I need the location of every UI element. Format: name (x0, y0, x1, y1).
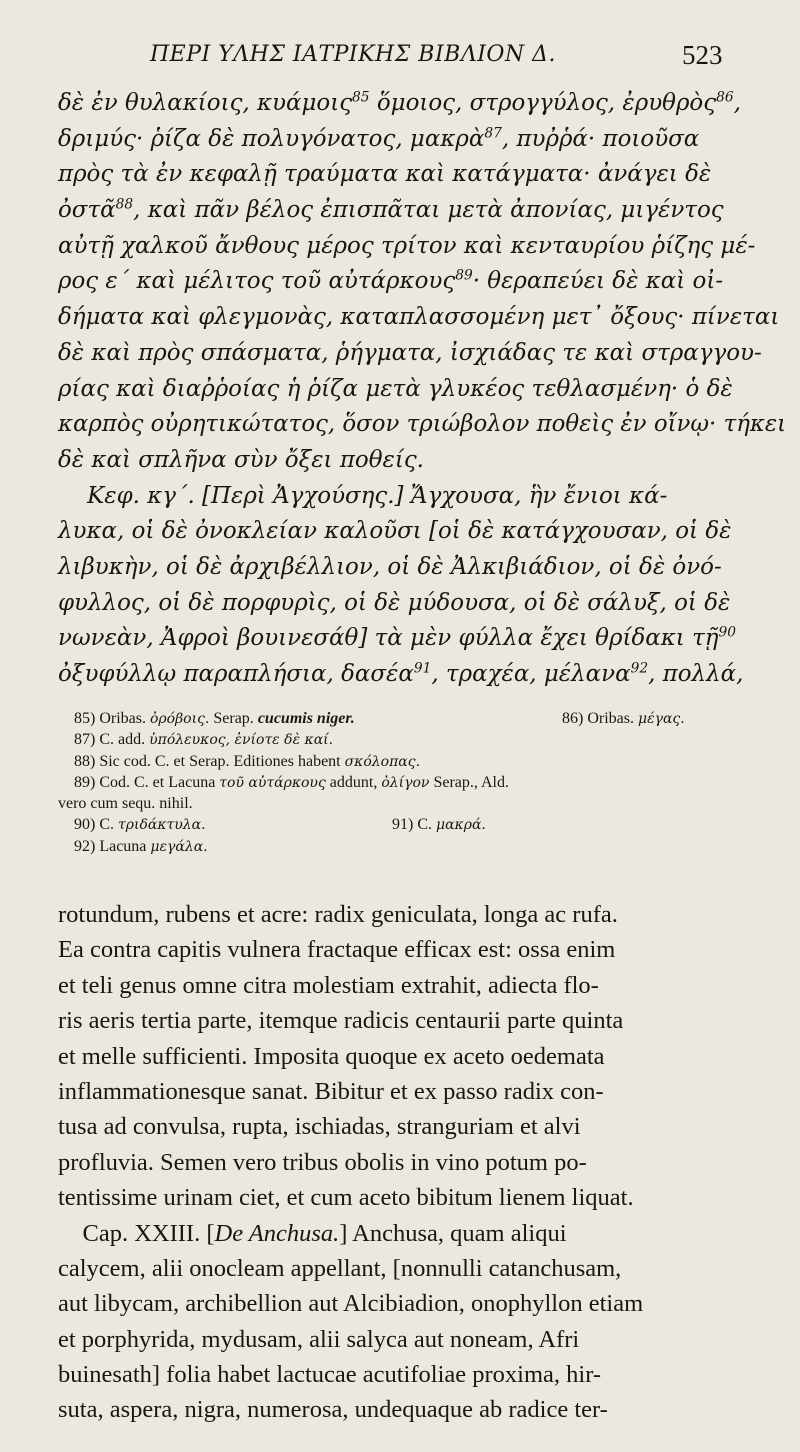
greek-text-run: δριμύς· ῥίζα δὲ πολυγόνατος, μακρὰ (58, 125, 485, 152)
footnote-line (74, 708, 784, 729)
greek-line (58, 514, 786, 550)
greek-text-run: δήματα καὶ φλεγμονὰς, καταπλασσομένη μετ᾽ ὄξους· πίνεται (58, 304, 780, 331)
footnote-marker: 92 (630, 660, 649, 677)
greek-line (58, 86, 786, 122)
greek-text-run: ρίας καὶ διαῤῥοίας ἡ ῥίζα μετὰ γλυκέος τεθλασμένη· ὁ δὲ (58, 375, 733, 402)
latin-line: rotundum, rubens et acre: radix geniculata, longa ac rufa. (58, 901, 618, 928)
footnote-line (74, 814, 784, 835)
greek-text-run: καρπὸς οὐρητικώτατος, ὅσον τριώβολον ποθεὶς ἐν οἴνῳ· τήκει (58, 411, 787, 438)
greek-text-run: ρος ε´ καὶ μέλιτος τοῦ αὐτάρκους (58, 268, 456, 295)
footnote-85: 85) Oribas. ὀρόβοις. Serap. cucumis niger. (74, 710, 355, 727)
greek-line (58, 372, 786, 408)
footnote-marker: 89 (455, 267, 473, 284)
latin-line: Ea contra capitis vulnera fractaque efficax est: ossa enim (58, 936, 616, 964)
greek-line (58, 157, 786, 193)
latin-line: tusa ad convulsa, rupta, ischiadas, stranguriam et alvi (58, 1113, 581, 1141)
running-head (0, 36, 800, 76)
greek-line (58, 657, 786, 693)
latin-line: suta, aspera, nigra, numerosa, undequaque ab radice ter- (58, 1396, 608, 1424)
footnote-89: 89) Cod. C. et Lacuna τοῦ αὐτάρκους addunt, ὀλίγον Serap., Ald. (74, 773, 509, 791)
footnote-marker: 88 (115, 196, 134, 213)
greek-line (58, 479, 786, 515)
latin-line: et porphyrida, mydusam, alii salyca aut noneam, Afri (58, 1325, 580, 1353)
greek-line (58, 300, 786, 336)
greek-text-run: , καὶ πᾶν βέλος ἐπισπᾶται μετὰ ἀπονίας, μιγέντος (133, 197, 724, 224)
page-number: 523 (682, 40, 723, 70)
latin-line: ris aeris tertia parte, itemque radicis centaurii parte quinta (58, 1007, 624, 1035)
greek-text-run: , πολλά, (648, 661, 744, 687)
greek-text-run: · θεραπεύει δὲ καὶ οἰ- (472, 268, 724, 295)
footnote-marker: 91 (413, 660, 432, 677)
greek-text-run: ὀστᾶ (58, 197, 116, 224)
footnote-91: 91) C. μακρά. (392, 816, 486, 834)
greek-line (58, 122, 786, 158)
latin-line: aut libycam, archibellion aut Alcibiadion, onophyllon etiam (58, 1290, 644, 1318)
greek-text-run: ὅμοιος, στρογγύλος, ἐρυθρὸς (369, 90, 717, 116)
greek-text-run: φυλλος, οἱ δὲ πορφυρὶς, οἱ δὲ μύδουσα, οἱ δὲ σάλυξ, οἱ δὲ (58, 589, 731, 616)
footnotes (58, 708, 784, 857)
chapter-heading-line: Cap. XXIII. [De Anchusa.] Anchusa, quam aliqui (58, 1219, 567, 1247)
latin-line: tentissime urinam ciet, et cum aceto bibitum lienem liquat. (58, 1184, 634, 1212)
footnote-90: 90) C. τριδάκτυλα. (74, 816, 206, 834)
greek-line (58, 407, 787, 443)
footnote-88: 88) Sic cod. C. et Serap. Editiones habent σκόλοπας. (74, 752, 421, 770)
footnote-92: 92) Lacuna μεγάλα. (74, 837, 208, 855)
latin-line: buinesath] folia habet lactucae acutifoliae proxima, hir- (58, 1361, 602, 1389)
greek-text-run: νωνεὰν, Ἀφροὶ βουινεσάθ] τὰ μὲν φύλλα ἔχει θρίδακι τῇ (58, 625, 719, 652)
greek-text-run: ὀξυφύλλῳ παραπλήσια, δασέα (58, 661, 414, 687)
greek-line (58, 264, 786, 300)
greek-text-run: Κεφ. κγ´. [Περὶ Ἀγχούσης.] Ἄγχουσα, ἣν ἔνιοι κά- (58, 482, 668, 509)
latin-text-block (58, 897, 786, 1428)
greek-line (58, 621, 786, 657)
greek-text-run: λιβυκὴν, οἱ δὲ ἀρχιβέλλιον, οἱ δὲ Ἀλκιβιάδιον, οἱ δὲ ὀνό- (58, 553, 722, 580)
greek-line (58, 443, 786, 479)
greek-text-run: , (733, 90, 741, 116)
latin-line: calycem, alii onocleam appellant, [nonnulli catanchusam, (58, 1254, 622, 1282)
latin-line: inflammationesque sanat. Bibitur et ex passo radix con- (58, 1077, 604, 1105)
greek-text-run: αὐτῇ χαλκοῦ ἄνθους μέρος τρίτον καὶ κενταυρίου ῥίζης μέ- (58, 232, 756, 259)
greek-line (58, 229, 786, 265)
latin-line: profluvia. Semen vero tribus obolis in vino potum po- (58, 1148, 587, 1176)
footnote-marker: 90 (718, 624, 737, 641)
greek-text-run: δὲ ἐν θυλακίοις, κυάμοις (58, 90, 353, 116)
footnote-marker: 85 (352, 89, 370, 106)
greek-text-run: , πυῤῥά· ποιοῦσα (501, 125, 700, 152)
greek-line (58, 193, 786, 229)
latin-line: et melle sufficienti. Imposita quoque ex aceto oedemata (58, 1042, 605, 1070)
greek-text-run: δὲ καὶ πρὸς σπάσματα, ῥήγματα, ἰσχιάδας τε καὶ στραγγου- (58, 339, 762, 366)
greek-text-run: πρὸς τὰ ἐν κεφαλῇ τραύματα καὶ κατάγματα· ἀνάγει δὲ (58, 161, 712, 188)
greek-text-run: λυκα, οἱ δὲ ὀνοκλείαν καλοῦσι [οἱ δὲ κατάγχουσαν, οἱ δὲ (58, 518, 732, 545)
footnote-89-continued: vero cum sequ. nihil. (58, 795, 193, 813)
greek-text-block (58, 86, 788, 693)
greek-text-run: δὲ καὶ σπλῆνα σὺν ὄξει ποθείς. (58, 446, 424, 473)
greek-line (58, 550, 786, 586)
footnote-86: 86) Oribas. μέγας. (562, 710, 685, 727)
greek-line (58, 336, 786, 372)
footnote-marker: 86 (716, 89, 734, 106)
running-head-title: ΠΕΡΙ ΥΛΗΣ ΙΑΤΡΙΚΗΣ ΒΙΒΛΙΟΝ Δ. (150, 42, 557, 67)
footnote-87: 87) C. add. ὑπόλευκος, ἐνίοτε δὲ καί. (74, 731, 334, 749)
greek-line (58, 586, 786, 622)
footnote-marker: 87 (484, 125, 502, 142)
greek-text-run: , τραχέα, μέλανα (431, 661, 631, 687)
chapter-title: De Anchusa. (214, 1219, 340, 1247)
latin-line: et teli genus omne citra molestiam extrahit, adiecta flo- (58, 971, 599, 999)
